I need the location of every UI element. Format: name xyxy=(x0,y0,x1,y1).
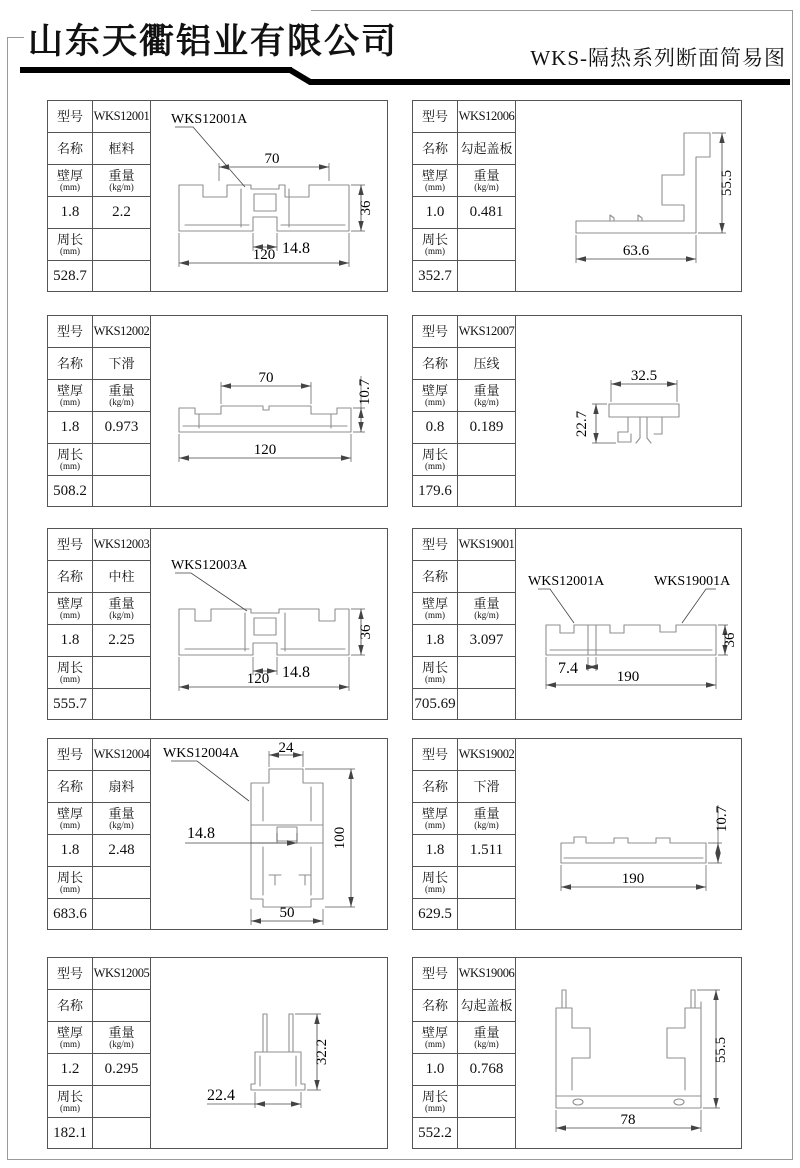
spec-label-model: 型号 xyxy=(48,958,93,990)
spec-empty-cell xyxy=(458,444,516,476)
spec-table xyxy=(413,739,517,929)
spec-empty-cell xyxy=(458,689,516,719)
weight-unit: (kg/m) xyxy=(109,397,134,407)
spec-empty-cell xyxy=(458,657,516,689)
dim-height: 10.7 xyxy=(714,805,730,833)
spec-table xyxy=(48,316,152,506)
spec-empty-cell xyxy=(93,1086,151,1118)
spec-label-weight xyxy=(93,165,151,197)
spec-empty-cell xyxy=(93,444,151,476)
dim-height: 10.7 xyxy=(357,378,373,406)
wall-unit: (mm) xyxy=(60,1039,80,1049)
spec-label-model: 型号 xyxy=(413,958,458,990)
cross-section-drawing-wks12005 xyxy=(151,958,387,1148)
spec-label-perimeter xyxy=(413,444,458,476)
wall-label: 壁厚 xyxy=(421,383,448,398)
weight-unit: (kg/m) xyxy=(109,820,134,830)
spec-label-wall xyxy=(48,593,93,625)
spec-empty-cell xyxy=(93,899,151,929)
spec-name-value: 压线 xyxy=(458,348,516,380)
spec-empty-cell xyxy=(93,229,151,261)
spec-label-perimeter xyxy=(48,657,93,689)
spec-label-wall xyxy=(413,165,458,197)
sheet-title: WKS-隔热系列断面简易图 xyxy=(530,46,786,70)
company-name: 山东天衢铝业有限公司 xyxy=(24,14,402,64)
spec-label-weight xyxy=(93,380,151,412)
spec-empty-cell xyxy=(93,261,151,291)
spec-label-weight xyxy=(458,1022,516,1054)
dim-top-width: 32.5 xyxy=(630,368,658,384)
spec-name-value: 下滑 xyxy=(458,771,516,803)
dim-total-width: 120 xyxy=(252,247,276,263)
drawing-label-left: WKS12001A xyxy=(528,574,605,589)
spec-perimeter-value: 352.7 xyxy=(413,261,458,291)
dim-slot: 14.8 xyxy=(187,825,215,842)
spec-empty-cell xyxy=(93,1118,151,1148)
wall-label: 壁厚 xyxy=(56,806,83,821)
perimeter-unit: (mm) xyxy=(60,884,80,894)
wall-unit: (mm) xyxy=(425,610,445,620)
spec-label-weight xyxy=(458,165,516,197)
cross-section-drawing-wks19001 xyxy=(516,529,741,719)
header-bar-upper xyxy=(20,67,292,73)
weight-label: 重量 xyxy=(108,1025,135,1040)
page-border-left xyxy=(7,37,8,1160)
spec-label-weight xyxy=(458,803,516,835)
spec-model-value: WKS12004 xyxy=(93,739,151,771)
weight-unit: (kg/m) xyxy=(109,1039,134,1049)
page-border-bottom xyxy=(7,1159,793,1160)
dim-width: 63.6 xyxy=(622,243,650,259)
spec-model-value: WKS12005 xyxy=(93,958,151,990)
wall-unit: (mm) xyxy=(60,397,80,407)
weight-label: 重量 xyxy=(473,168,500,183)
perimeter-unit: (mm) xyxy=(425,884,445,894)
spec-name-value xyxy=(458,561,516,593)
profile-card-wks12006 xyxy=(412,100,742,292)
drawing-label: WKS12001A xyxy=(171,112,248,127)
spec-table xyxy=(48,958,152,1148)
wall-unit: (mm) xyxy=(60,820,80,830)
weight-label: 重量 xyxy=(108,168,135,183)
spec-perimeter-value: 705.69 xyxy=(413,689,458,719)
spec-weight-value: 0.189 xyxy=(458,412,516,444)
perimeter-label: 周长 xyxy=(56,1089,83,1104)
spec-table xyxy=(413,529,517,719)
spec-label-wall xyxy=(48,1022,93,1054)
wall-unit: (mm) xyxy=(60,610,80,620)
spec-label-perimeter xyxy=(48,229,93,261)
spec-model-value: WKS12001 xyxy=(93,101,151,133)
perimeter-unit: (mm) xyxy=(425,1103,445,1113)
spec-wall-value: 1.8 xyxy=(413,625,458,657)
dim-height: 36 xyxy=(358,624,374,640)
spec-label-name: 名称 xyxy=(413,561,458,593)
wall-label: 壁厚 xyxy=(421,596,448,611)
perimeter-unit: (mm) xyxy=(425,461,445,471)
dim-total-width: 50 xyxy=(279,905,295,921)
spec-weight-value: 0.973 xyxy=(93,412,151,444)
wall-unit: (mm) xyxy=(425,182,445,192)
spec-label-wall xyxy=(48,165,93,197)
wall-label: 壁厚 xyxy=(421,806,448,821)
spec-name-value: 扇料 xyxy=(93,771,151,803)
profile-card-wks19001 xyxy=(412,528,742,720)
spec-label-perimeter xyxy=(413,657,458,689)
wall-label: 壁厚 xyxy=(56,383,83,398)
spec-table xyxy=(413,958,517,1148)
dim-height: 36 xyxy=(722,632,738,648)
weight-unit: (kg/m) xyxy=(474,182,499,192)
perimeter-label: 周长 xyxy=(421,447,448,462)
cross-section-drawing-wks12003 xyxy=(151,529,387,719)
weight-label: 重量 xyxy=(473,1025,500,1040)
spec-weight-value: 2.48 xyxy=(93,835,151,867)
spec-label-name: 名称 xyxy=(48,561,93,593)
weight-label: 重量 xyxy=(108,383,135,398)
dim-width: 22.4 xyxy=(207,1087,235,1104)
perimeter-unit: (mm) xyxy=(60,461,80,471)
wall-label: 壁厚 xyxy=(56,1025,83,1040)
spec-label-model: 型号 xyxy=(48,739,93,771)
dim-width: 78 xyxy=(620,1112,636,1128)
spec-wall-value: 0.8 xyxy=(413,412,458,444)
dim-total-width: 190 xyxy=(616,669,640,685)
spec-wall-value: 1.8 xyxy=(48,197,93,229)
perimeter-unit: (mm) xyxy=(60,1103,80,1113)
spec-name-value xyxy=(93,990,151,1022)
spec-perimeter-value: 182.1 xyxy=(48,1118,93,1148)
weight-label: 重量 xyxy=(473,596,500,611)
spec-perimeter-value: 555.7 xyxy=(48,689,93,719)
dim-top-width: 24 xyxy=(278,740,294,756)
spec-label-name: 名称 xyxy=(48,771,93,803)
spec-wall-value: 1.0 xyxy=(413,1054,458,1086)
weight-unit: (kg/m) xyxy=(474,1039,499,1049)
perimeter-label: 周长 xyxy=(56,447,83,462)
dim-top-width: 70 xyxy=(264,151,280,167)
page-border-top-right xyxy=(311,10,793,11)
wall-unit: (mm) xyxy=(425,820,445,830)
spec-model-value: WKS12007 xyxy=(458,316,516,348)
spec-empty-cell xyxy=(93,867,151,899)
spec-label-wall xyxy=(413,1022,458,1054)
spec-table xyxy=(413,316,517,506)
wall-unit: (mm) xyxy=(425,1039,445,1049)
spec-table xyxy=(48,101,152,291)
profile-card-wks12002 xyxy=(47,315,388,507)
spec-label-perimeter xyxy=(413,1086,458,1118)
spec-label-name: 名称 xyxy=(48,348,93,380)
spec-empty-cell xyxy=(93,476,151,506)
spec-weight-value: 2.2 xyxy=(93,197,151,229)
spec-name-value: 下滑 xyxy=(93,348,151,380)
dim-height: 32.2 xyxy=(314,1038,330,1066)
dim-slot: 14.8 xyxy=(282,240,310,257)
drawing-label: WKS12003A xyxy=(171,558,248,573)
cross-section-drawing-wks12004 xyxy=(151,739,387,929)
cross-section-drawing-wks19006 xyxy=(516,958,741,1148)
spec-empty-cell xyxy=(458,261,516,291)
wall-label: 壁厚 xyxy=(421,1025,448,1040)
wall-label: 壁厚 xyxy=(56,168,83,183)
spec-label-name: 名称 xyxy=(413,133,458,165)
spec-label-perimeter xyxy=(48,867,93,899)
dim-height: 55.5 xyxy=(719,169,735,197)
weight-label: 重量 xyxy=(108,596,135,611)
spec-empty-cell xyxy=(458,1118,516,1148)
dim-slot: 14.8 xyxy=(282,664,310,681)
spec-empty-cell xyxy=(458,899,516,929)
profile-card-wks19002 xyxy=(412,738,742,930)
wall-label: 壁厚 xyxy=(421,168,448,183)
cross-section-drawing-wks12007 xyxy=(516,316,741,506)
perimeter-unit: (mm) xyxy=(425,246,445,256)
perimeter-label: 周长 xyxy=(421,232,448,247)
spec-wall-value: 1.8 xyxy=(413,835,458,867)
spec-wall-value: 1.0 xyxy=(413,197,458,229)
spec-label-wall xyxy=(413,803,458,835)
profile-card-wks12001 xyxy=(47,100,388,292)
spec-label-name: 名称 xyxy=(413,990,458,1022)
perimeter-label: 周长 xyxy=(56,232,83,247)
dim-height: 22.7 xyxy=(574,410,590,438)
spec-table xyxy=(413,101,517,291)
header-bar-lower xyxy=(309,79,790,85)
spec-label-name: 名称 xyxy=(413,771,458,803)
dim-total-width: 120 xyxy=(253,442,277,458)
spec-empty-cell xyxy=(458,1086,516,1118)
spec-label-weight xyxy=(93,803,151,835)
spec-label-name: 名称 xyxy=(48,133,93,165)
spec-wall-value: 1.8 xyxy=(48,412,93,444)
spec-table xyxy=(48,529,152,719)
drawing-label-right: WKS19001A xyxy=(654,574,731,589)
wall-unit: (mm) xyxy=(425,397,445,407)
spec-label-weight xyxy=(458,593,516,625)
perimeter-label: 周长 xyxy=(56,870,83,885)
profile-card-wks12004 xyxy=(47,738,388,930)
dim-height: 100 xyxy=(332,826,348,850)
spec-perimeter-value: 508.2 xyxy=(48,476,93,506)
spec-empty-cell xyxy=(458,229,516,261)
dim-slot: 7.4 xyxy=(558,660,578,677)
wall-label: 壁厚 xyxy=(56,596,83,611)
perimeter-unit: (mm) xyxy=(425,674,445,684)
cross-section-drawing-wks12001 xyxy=(151,101,387,291)
spec-name-value: 中柱 xyxy=(93,561,151,593)
spec-model-value: WKS12003 xyxy=(93,529,151,561)
dim-top-width: 70 xyxy=(258,370,274,386)
spec-weight-value: 2.25 xyxy=(93,625,151,657)
spec-wall-value: 1.8 xyxy=(48,835,93,867)
spec-label-model: 型号 xyxy=(48,529,93,561)
spec-weight-value: 0.295 xyxy=(93,1054,151,1086)
profile-card-wks12007 xyxy=(412,315,742,507)
wall-unit: (mm) xyxy=(60,182,80,192)
drawing-label: WKS12004A xyxy=(163,746,240,761)
spec-weight-value: 1.511 xyxy=(458,835,516,867)
spec-label-perimeter xyxy=(48,1086,93,1118)
cross-section-drawing-wks12006 xyxy=(516,101,741,291)
spec-weight-value: 0.768 xyxy=(458,1054,516,1086)
dim-total-width: 120 xyxy=(246,671,270,687)
weight-unit: (kg/m) xyxy=(474,397,499,407)
cross-section-drawing-wks19002 xyxy=(516,739,741,929)
spec-empty-cell xyxy=(93,689,151,719)
spec-label-model: 型号 xyxy=(413,316,458,348)
dim-height: 55.5 xyxy=(713,1036,729,1064)
weight-label: 重量 xyxy=(473,383,500,398)
spec-perimeter-value: 179.6 xyxy=(413,476,458,506)
perimeter-label: 周长 xyxy=(421,660,448,675)
perimeter-label: 周长 xyxy=(421,870,448,885)
profile-card-wks19006 xyxy=(412,957,742,1149)
page-border-right xyxy=(792,10,793,1160)
spec-model-value: WKS12006 xyxy=(458,101,516,133)
spec-perimeter-value: 552.2 xyxy=(413,1118,458,1148)
spec-label-wall xyxy=(48,803,93,835)
spec-label-name: 名称 xyxy=(48,990,93,1022)
spec-weight-value: 0.481 xyxy=(458,197,516,229)
perimeter-unit: (mm) xyxy=(60,674,80,684)
spec-name-value: 勾起盖板 xyxy=(458,990,516,1022)
weight-unit: (kg/m) xyxy=(109,182,134,192)
spec-label-wall xyxy=(413,380,458,412)
spec-label-weight xyxy=(93,1022,151,1054)
spec-name-value: 框料 xyxy=(93,133,151,165)
spec-label-perimeter xyxy=(413,867,458,899)
weight-unit: (kg/m) xyxy=(474,610,499,620)
spec-label-model: 型号 xyxy=(413,739,458,771)
spec-label-model: 型号 xyxy=(48,101,93,133)
perimeter-label: 周长 xyxy=(421,1089,448,1104)
spec-label-weight xyxy=(93,593,151,625)
spec-empty-cell xyxy=(458,867,516,899)
weight-unit: (kg/m) xyxy=(474,820,499,830)
spec-table xyxy=(48,739,152,929)
dim-height: 36 xyxy=(358,200,374,216)
spec-name-value: 勾起盖板 xyxy=(458,133,516,165)
spec-perimeter-value: 528.7 xyxy=(48,261,93,291)
spec-label-name: 名称 xyxy=(413,348,458,380)
spec-empty-cell xyxy=(458,476,516,506)
spec-model-value: WKS19002 xyxy=(458,739,516,771)
spec-model-value: WKS12002 xyxy=(93,316,151,348)
spec-label-model: 型号 xyxy=(413,529,458,561)
profile-card-wks12003 xyxy=(47,528,388,720)
spec-weight-value: 3.097 xyxy=(458,625,516,657)
spec-label-model: 型号 xyxy=(48,316,93,348)
spec-perimeter-value: 629.5 xyxy=(413,899,458,929)
spec-perimeter-value: 683.6 xyxy=(48,899,93,929)
perimeter-label: 周长 xyxy=(56,660,83,675)
spec-empty-cell xyxy=(93,657,151,689)
cross-section-drawing-wks12002 xyxy=(151,316,387,506)
spec-wall-value: 1.8 xyxy=(48,625,93,657)
spec-label-wall xyxy=(48,380,93,412)
spec-label-weight xyxy=(458,380,516,412)
dim-total-width: 190 xyxy=(621,871,645,887)
spec-label-wall xyxy=(413,593,458,625)
weight-label: 重量 xyxy=(108,806,135,821)
weight-label: 重量 xyxy=(473,806,500,821)
spec-label-model: 型号 xyxy=(413,101,458,133)
spec-model-value: WKS19001 xyxy=(458,529,516,561)
spec-label-perimeter xyxy=(413,229,458,261)
perimeter-unit: (mm) xyxy=(60,246,80,256)
weight-unit: (kg/m) xyxy=(109,610,134,620)
profile-card-wks12005 xyxy=(47,957,388,1149)
spec-label-perimeter xyxy=(48,444,93,476)
spec-model-value: WKS19006 xyxy=(458,958,516,990)
spec-wall-value: 1.2 xyxy=(48,1054,93,1086)
